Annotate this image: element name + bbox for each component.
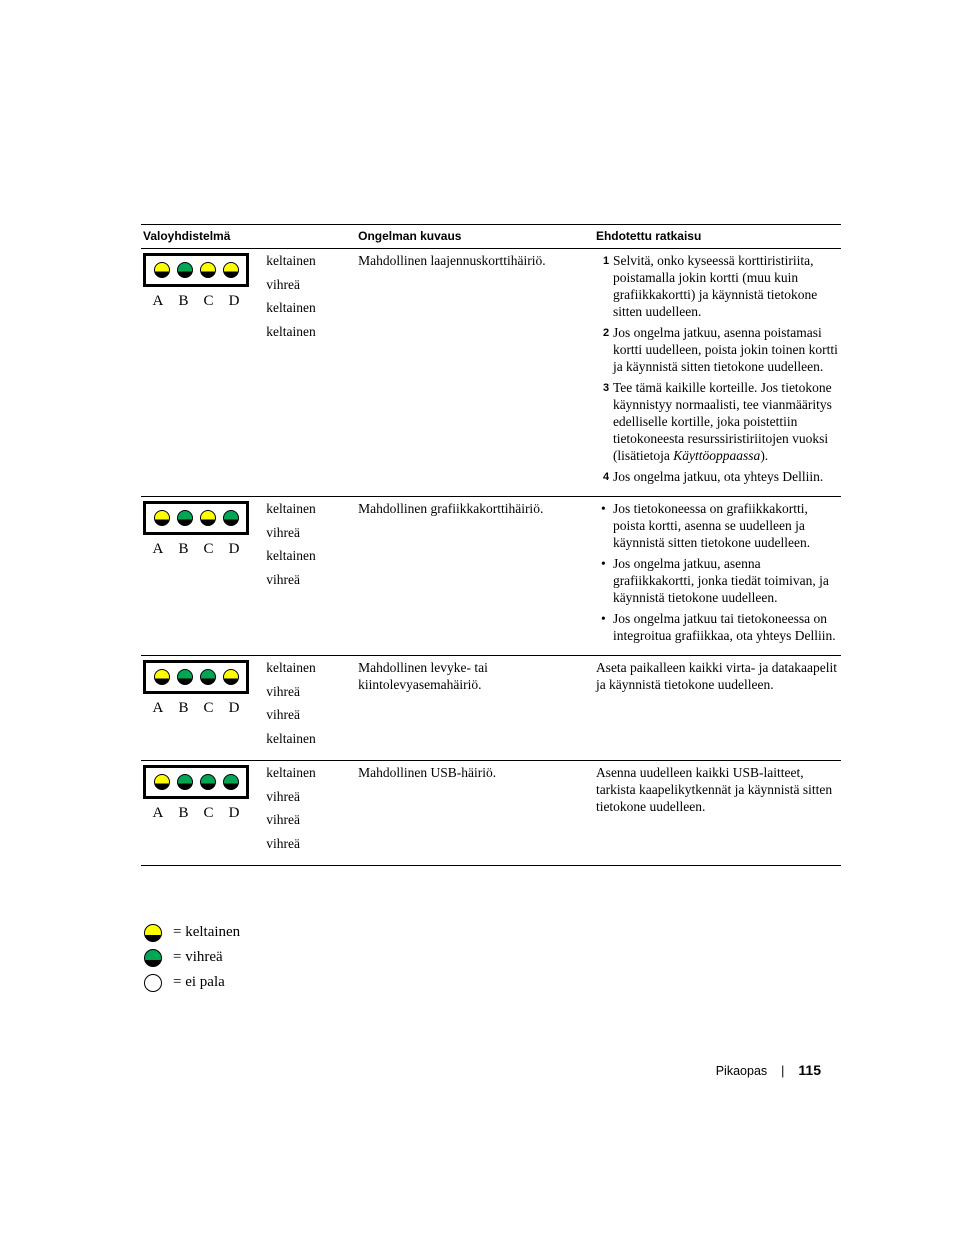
solution-step <box>596 468 839 485</box>
problem-description: Mahdollinen laajennuskorttihäiriö. <box>356 249 594 497</box>
light-letter: A <box>152 700 164 716</box>
light-letter: D <box>228 541 240 557</box>
light-color-name: vihreä <box>266 524 300 540</box>
solution-steps <box>596 252 839 485</box>
legend-item <box>144 970 240 995</box>
table-header-row <box>141 225 841 249</box>
light-color-name: keltainen <box>266 730 316 746</box>
light-colors-cell <box>264 761 356 866</box>
light-color-name: vihreä <box>266 812 300 827</box>
light-color-name: vihreä <box>266 707 300 722</box>
light-letter: C <box>203 293 214 309</box>
step-number: 1 <box>602 255 610 267</box>
led-yellow-icon <box>154 774 170 790</box>
led-green-icon <box>177 669 193 685</box>
light-color-name: vihreä <box>266 788 300 804</box>
light-color-name: keltainen <box>266 253 316 268</box>
light-color-name: keltainen <box>266 501 316 516</box>
table-row <box>141 497 841 656</box>
solution-step <box>596 252 839 320</box>
light-color-name: vihreä <box>266 683 300 699</box>
page-footer <box>600 1062 821 1078</box>
suggested-solution: Aseta paikalleen kaikki virta- ja datakaapelit ja käynnistä tietokone uudelleen. <box>594 656 841 761</box>
led-yellow-icon <box>200 510 216 526</box>
diagnostic-light-panel <box>143 765 249 799</box>
light-letter: D <box>228 700 240 716</box>
step-text: Selvitä, onko kyseessä korttiristiriita, poistamalla jokin kortti (muu kuin grafiikkakortti) ja käynnistä tietokone sitten uudelleen. <box>612 253 818 319</box>
light-letter: A <box>152 541 164 557</box>
light-color-name: vihreä <box>266 835 300 851</box>
light-color-name: keltainen <box>266 548 316 563</box>
legend-item <box>144 920 240 945</box>
table-body <box>141 249 841 866</box>
legend-label: = vihreä <box>173 949 223 965</box>
led-yellow-icon <box>200 262 216 278</box>
solution-bullet: • Jos tietokoneessa on grafiikkakortti, poista kortti, asenna se uudelleen ja käynnistä sitten tietokone uudelleen. <box>596 500 839 551</box>
led-green-icon <box>177 510 193 526</box>
legend-item <box>144 945 240 970</box>
light-letter: B <box>178 293 189 309</box>
led-green-icon <box>223 774 239 790</box>
led-green-icon <box>200 669 216 685</box>
light-color-name: keltainen <box>266 660 316 675</box>
header-problem-description: Ongelman kuvaus <box>356 225 594 249</box>
light-color-name: keltainen <box>266 765 316 780</box>
light-pattern-cell <box>141 249 264 497</box>
page-number: 115 <box>798 1062 821 1078</box>
led-yellow-icon <box>154 510 170 526</box>
footer-section: Pikaopas <box>715 1064 768 1078</box>
led-green-icon <box>144 949 162 967</box>
suggested-solution <box>594 249 841 497</box>
light-letter: A <box>152 293 164 309</box>
problem-description: Mahdollinen USB-häiriö. <box>356 761 594 866</box>
light-color-name: keltainen <box>266 323 316 339</box>
light-letters <box>143 700 249 717</box>
led-green-icon <box>223 510 239 526</box>
solution-step <box>596 324 839 375</box>
led-yellow-icon <box>154 262 170 278</box>
header-light-combination: Valoyhdistelmä <box>141 225 356 249</box>
color-legend <box>144 920 240 995</box>
diagnostic-light-panel <box>143 253 249 287</box>
light-letter: B <box>178 700 189 716</box>
light-pattern-cell <box>141 761 264 866</box>
step-text: Jos ongelma jatkuu, ota yhteys Delliin. <box>612 469 824 484</box>
table-row <box>141 656 841 761</box>
legend-label: = ei pala <box>173 974 225 990</box>
led-green-icon <box>200 774 216 790</box>
led-yellow-icon <box>223 669 239 685</box>
step-text: Tee tämä kaikille korteille. Jos tietokone käynnistyy normaalisti, tee vianmääritys edelliselle kortille, joka poistettiin tietokoneesta resurssiristiriitojen vuoksi (lisätietoja <box>612 380 832 463</box>
suggested-solution <box>594 497 841 656</box>
footer-separator: | <box>781 1064 785 1078</box>
step-text: Jos ongelma jatkuu, asenna poistamasi kortti uudelleen, poista jokin toinen kortti ja käynnistä sitten tietokone uudelleen. <box>612 325 838 374</box>
step-number: 2 <box>602 327 610 339</box>
led-yellow-icon <box>154 669 170 685</box>
problem-description: Mahdollinen levyke- tai kiintolevyasemahäiriö. <box>356 656 594 761</box>
light-letters <box>143 293 249 310</box>
light-color-name: vihreä <box>266 276 300 292</box>
light-colors-cell <box>264 497 356 656</box>
diagnostic-light-panel <box>143 660 249 694</box>
light-letters <box>143 805 249 822</box>
light-letter: B <box>178 805 189 821</box>
light-letter: C <box>203 541 214 557</box>
led-yellow-icon <box>144 924 162 942</box>
light-letter: C <box>203 700 214 716</box>
diagnostic-lights-table <box>141 224 841 866</box>
header-suggested-solution: Ehdotettu ratkaisu <box>594 225 841 249</box>
solution-bullets <box>596 500 839 644</box>
legend-label: = keltainen <box>173 924 241 940</box>
solution-step <box>596 379 839 464</box>
problem-description: Mahdollinen grafiikkakorttihäiriö. <box>356 497 594 656</box>
step-number: 4 <box>602 471 610 483</box>
light-color-name: vihreä <box>266 571 300 587</box>
light-pattern-cell <box>141 497 264 656</box>
step-number: 3 <box>602 382 610 394</box>
suggested-solution: Asenna uudelleen kaikki USB-laitteet, tarkista kaapelikytkennät ja käynnistä sitten tietokone uudelleen. <box>594 761 841 866</box>
light-letter: A <box>152 805 164 821</box>
light-letters <box>143 541 249 558</box>
step-emphasis: Käyttöoppaassa <box>673 448 761 463</box>
solution-bullet: • Jos ongelma jatkuu, asenna grafiikkakortti, jonka tiedät toimivan, ja käynnistä tietokone uudelleen. <box>596 555 839 606</box>
led-off-icon <box>144 974 162 992</box>
solution-bullet: • Jos ongelma jatkuu tai tietokoneessa on integroitua grafiikkaa, ota yhteys Delliin. <box>596 610 839 644</box>
light-color-name: keltainen <box>266 300 316 315</box>
table-row <box>141 761 841 866</box>
light-colors-cell <box>264 249 356 497</box>
led-green-icon <box>177 774 193 790</box>
table-row <box>141 249 841 497</box>
light-letter: D <box>228 293 240 309</box>
step-tail: ). <box>760 448 769 463</box>
light-letter: C <box>203 805 214 821</box>
light-colors-cell <box>264 656 356 761</box>
led-green-icon <box>177 262 193 278</box>
light-letter: D <box>228 805 240 821</box>
light-pattern-cell <box>141 656 264 761</box>
diagnostic-light-panel <box>143 501 249 535</box>
light-letter: B <box>178 541 189 557</box>
led-yellow-icon <box>223 262 239 278</box>
